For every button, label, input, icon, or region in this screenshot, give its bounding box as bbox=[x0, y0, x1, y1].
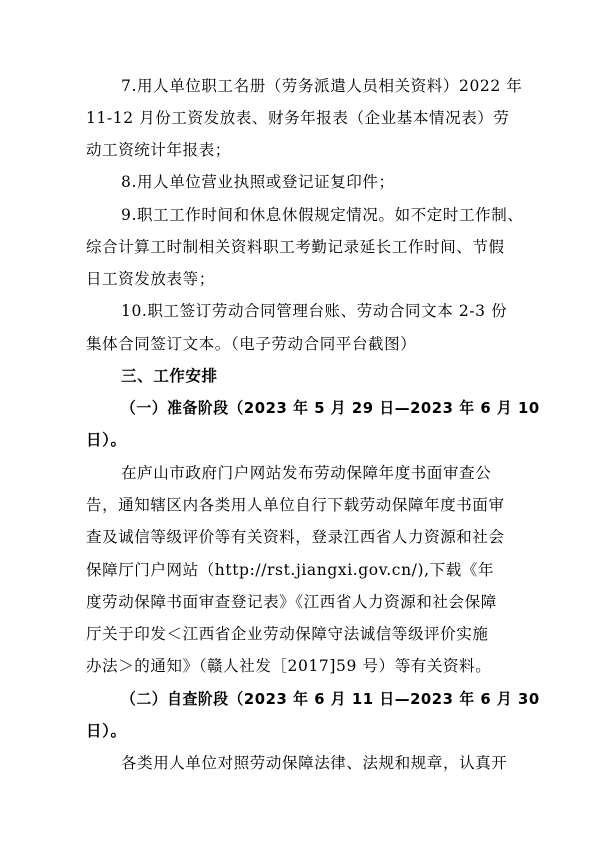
paragraph-line: 保障厅门户网站（http://rst.jiangxi.gov.cn/),下载《年 bbox=[86, 561, 495, 579]
paragraph-line: 11-12 月份工资发放表、财务年报表（企业基本情况表）劳 bbox=[86, 109, 510, 127]
paragraph-line: 办法＞的通知》（赣人社发［2017]59 号）等有关资料。 bbox=[86, 657, 492, 675]
paragraph-line: 各类用人单位对照劳动保障法律、法规和规章，认真开 bbox=[121, 754, 508, 772]
paragraph-line: 集体合同签订文本。（电子劳动合同平台截图） bbox=[86, 335, 417, 353]
paragraph-line: 8.用人单位营业执照或登记证复印件； bbox=[121, 173, 395, 191]
paragraph-line: 在庐山市政府门户网站发布劳动保障年度书面审查公 bbox=[121, 464, 492, 482]
section-heading: 三、工作安排 bbox=[121, 367, 218, 385]
paragraph-line: 厅关于印发＜江西省企业劳动保障守法诚信等级评价实施 bbox=[86, 625, 489, 643]
paragraph-line: 日工资发放表等； bbox=[86, 270, 215, 288]
paragraph-line: 综合计算工时制相关资料职工考勤记录延长工作时间、节假 bbox=[86, 238, 505, 256]
paragraph-line: 动工资统计年报表； bbox=[86, 141, 231, 159]
paragraph-line: 度劳动保障书面审查登记表》《江西省人力资源和社会保障 bbox=[86, 593, 497, 611]
paragraph-line: 查及诚信等级评价等有关资料，登录江西省人力资源和社会 bbox=[86, 528, 505, 546]
paragraph-line: 告，通知辖区内各类用人单位自行下载劳动保障年度书面审 bbox=[86, 496, 505, 514]
subsection-heading-continued: 日）。 bbox=[86, 722, 127, 740]
subsection-heading: （二）自查阶段（2023 年 6 月 11 日—2023 年 6 月 30 bbox=[121, 690, 540, 708]
paragraph-line: 9.职工工作时间和休息休假规定情况。如不定时工作制、 bbox=[121, 206, 524, 224]
subsection-heading: （一）准备阶段（2023 年 5 月 29 日—2023 年 6 月 10 bbox=[121, 399, 540, 417]
paragraph-line: 7.用人单位职工名册（劳务派遣人员相关资料）2022 年 bbox=[121, 77, 523, 95]
paragraph-line: 10.职工签订劳动合同管理台账、劳动合同文本 2-3 份 bbox=[121, 302, 508, 320]
subsection-heading-continued: 日）。 bbox=[86, 431, 127, 449]
